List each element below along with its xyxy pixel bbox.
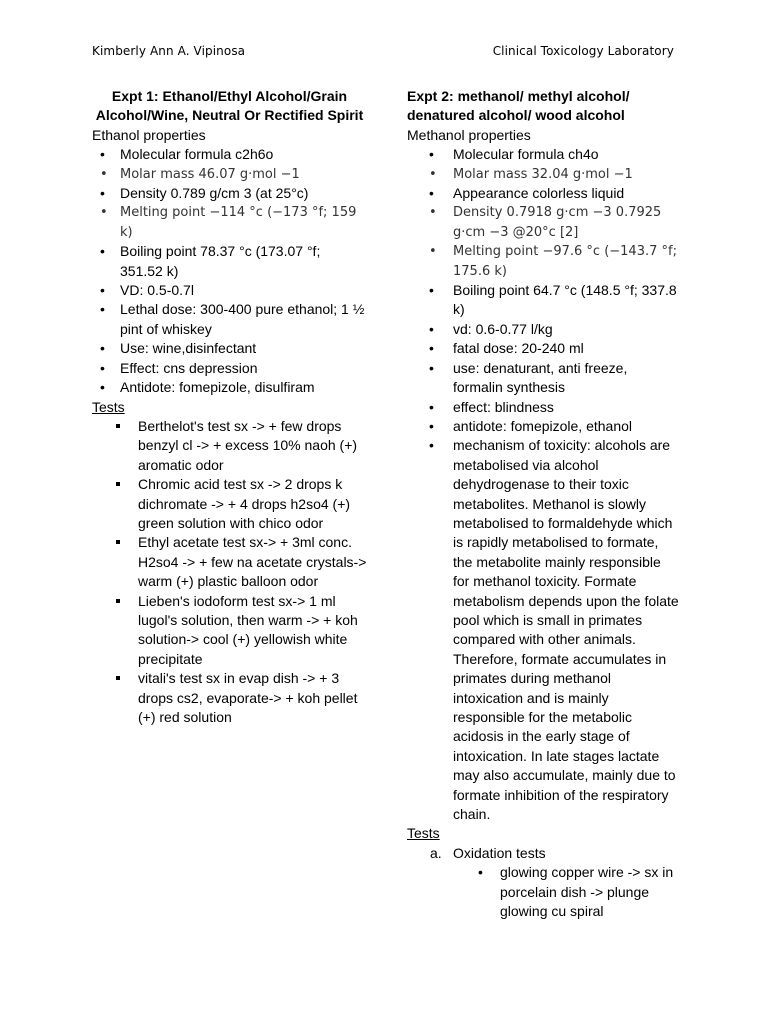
list-item: • Antidote: fomepizole, disulfiram (92, 378, 367, 397)
header-author: Kimberly Ann A. Vipinosa (92, 44, 246, 58)
list-item: • Boiling point 64.7 °c (148.5 °f; 337.8 k) (407, 281, 679, 320)
oxidation-tests-label: Oxidation tests (453, 844, 546, 861)
list-item: • Boiling point 78.37 °c (173.07 °f; 351.52 k) (92, 242, 367, 281)
expt2-properties-list (407, 145, 679, 824)
list-item: vitali's test sx in evap dish -> + 3 drops cs2, evaporate-> + koh pellet (+) red solution (92, 669, 367, 727)
list-item: Chromic acid test sx -> 2 drops k dichromate -> + 4 drops h2so4 (+) green solution with chico odor (92, 475, 367, 533)
list-item: • mechanism of toxicity: alcohols are metabolised via alcohol dehydrogenase to their toxic metabolites. Methanol is slowly metabolised to formaldehyde which is rapidly metabolised to formate, the metabolite mainly responsible for methanol toxicity. Formate metabolism depends upon the folate pool which is small in primates compared with other animals. Therefore, formate accumulates in primates during methanol intoxication and is mainly responsible for the metabolic acidosis in the early stage of intoxication. In late stages lactate may also accumulate, mainly due to formate inhibition of the respiratory chain. (407, 436, 679, 824)
expt1-column (92, 87, 367, 727)
list-item: • Molecular formula c2h6o (92, 145, 367, 164)
list-item (407, 844, 679, 863)
list-item: • Density 0.789 g/cm 3 (at 25°c) (92, 184, 367, 203)
expt1-tests-list (92, 417, 367, 728)
expt1-tests-heading: Tests (92, 398, 125, 415)
list-marker: a. (430, 844, 442, 861)
expt1-properties-heading: Ethanol properties (92, 126, 206, 143)
list-item: • Appearance colorless liquid (407, 184, 679, 203)
list-item: • effect: blindness (407, 398, 679, 417)
list-item: • Density 0.7918 g·cm −3 0.7925 g·cm −3 @20°c [2] (407, 203, 679, 242)
expt1-properties-list (92, 145, 367, 397)
list-item: • Molecular formula ch4o (407, 145, 679, 164)
expt2-tests-heading: Tests (407, 825, 440, 842)
list-item: Lieben's iodoform test sx-> 1 ml lugol's solution, then warm -> + koh solution-> cool (+) yellowish white precipitate (92, 592, 367, 670)
list-item: • vd: 0.6-0.77 l/kg (407, 320, 679, 339)
list-item: • Molar mass 32.04 g·mol −1 (407, 165, 679, 184)
list-item: • Melting point −114 °c (−173 °f; 159 k) (92, 203, 367, 242)
list-item: • fatal dose: 20-240 ml (407, 339, 679, 358)
list-item: • Lethal dose: 300-400 pure ethanol; 1 ½ pint of whiskey (92, 300, 367, 339)
list-item: • use: denaturant, anti freeze, formalin synthesis (407, 359, 679, 398)
list-item: • glowing copper wire -> sx in porcelain dish -> plunge glowing cu spiral (407, 863, 679, 921)
expt2-column (407, 87, 679, 921)
list-item: • antidote: fomepizole, ethanol (407, 417, 679, 436)
list-item: • Use: wine,disinfectant (92, 339, 367, 358)
expt2-title: Expt 2: methanol/ methyl alcohol/ denatured alcohol/ wood alcohol (407, 88, 630, 124)
oxidation-subitems-list (407, 863, 679, 921)
list-item: • VD: 0.5-0.7l (92, 281, 367, 300)
list-item: • Melting point −97.6 °c (−143.7 °f; 175.6 k) (407, 242, 679, 281)
header-course: Clinical Toxicology Laboratory (492, 44, 674, 58)
list-item: Berthelot's test sx -> + few drops benzyl cl -> + excess 10% naoh (+) aromatic odor (92, 417, 367, 475)
list-item: • Effect: cns depression (92, 359, 367, 378)
expt2-tests-list (407, 844, 679, 863)
expt2-properties-heading: Methanol properties (407, 126, 531, 143)
expt1-title: Expt 1: Ethanol/Ethyl Alcohol/Grain Alcohol/Wine, Neutral Or Rectified Spirit (95, 88, 364, 124)
list-item: • Molar mass 46.07 g·mol −1 (92, 165, 367, 184)
list-item: Ethyl acetate test sx-> + 3ml conc. H2so4 -> + few na acetate crystals-> warm (+) plastic balloon odor (92, 533, 367, 591)
